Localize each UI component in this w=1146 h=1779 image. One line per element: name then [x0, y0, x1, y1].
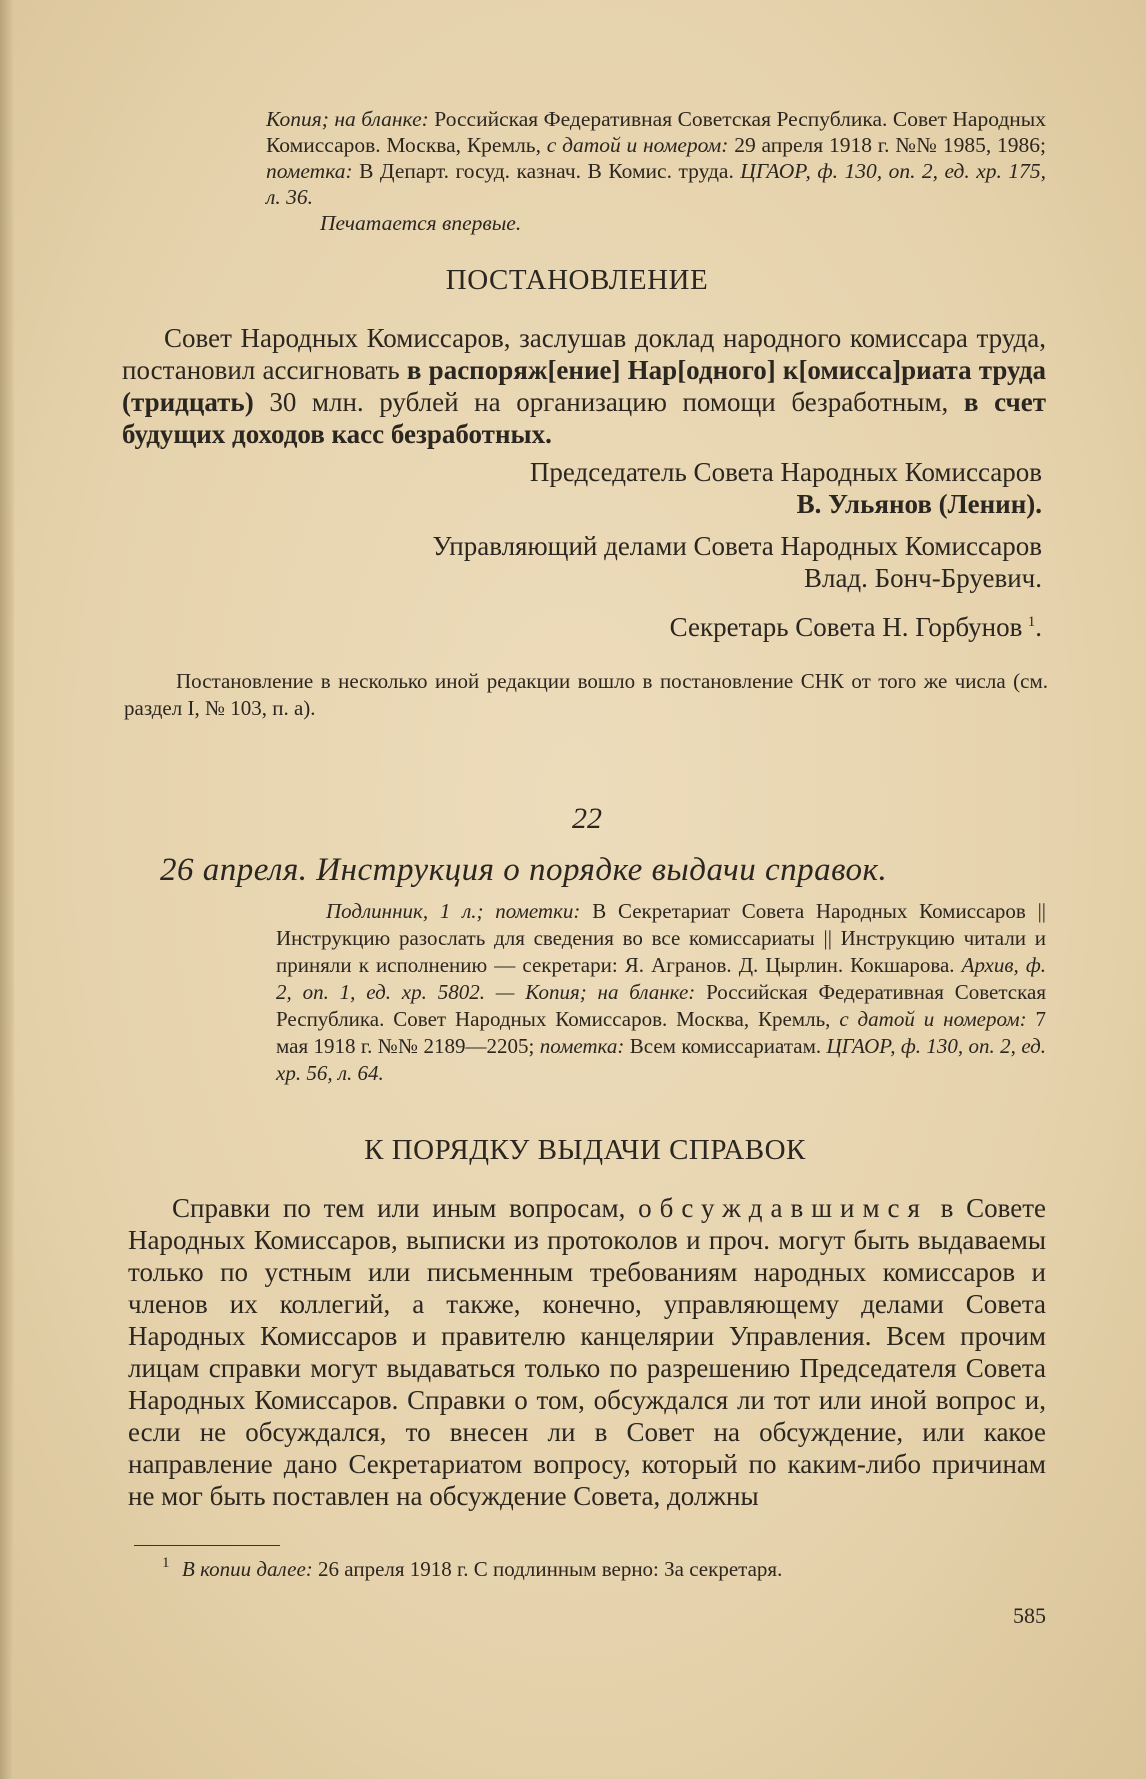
- decree-heading: ПОСТАНОВЛЕНИЕ: [445, 264, 709, 296]
- document-title: 26 апреля. Инструкция о порядке выдачи справок.: [160, 852, 888, 888]
- archive-note-text: Российская Федеративная Советская Республика. Совет Народных Комиссаров. Москва, Кремль,: [266, 107, 1046, 157]
- archive-note-italic: пометка:: [266, 159, 353, 183]
- footnote-text: 26 апреля 1918 г. С подлинным верно: За секретаря.: [312, 1557, 783, 1581]
- archive-note-italic: ЦГАОР, ф. 130, оп. 2, ед. хр. 175, л. 36.: [266, 159, 1046, 209]
- decree-text: 30 млн. рублей на организацию помощи безработным,: [253, 387, 964, 417]
- first-publication-note: Печатается впервые.: [320, 211, 522, 235]
- signature-secretary: [670, 606, 1042, 643]
- archive-note-text: Всем комиссариатам.: [624, 1034, 827, 1058]
- archive-note-italic: Подлинник, 1 л.; пометки:: [326, 899, 581, 923]
- signature-manager-title: Управляющий делами Совета Народных Комиссаров: [432, 531, 1042, 561]
- footnote-italic: В копии далее:: [182, 1557, 313, 1581]
- decree-editorial-text: Постановление в несколько иной редакции вошло в постановление СНК от того же числа (см. раздел I, № 103, п. а).: [124, 669, 1048, 720]
- secretary-name: Секретарь Совета Н. Горбунов: [669, 612, 1023, 642]
- document-number: 22: [572, 802, 602, 835]
- secretary-period: .: [1035, 612, 1042, 642]
- archive-note-text: 29 апреля 1918 г. №№ 1985, 1986;: [728, 133, 1046, 157]
- decree-bold-insert: в распоряж[ение] Нар[одного] к[омисса]риата труда (тридцать): [122, 355, 1047, 417]
- archive-note-italic: Архив, ф. 2, оп. 1, ед. хр. 5802. — Копия; на бланке:: [276, 953, 1046, 1004]
- archive-note-text: В Департ. госуд. казнач. В Комис. труда.: [352, 159, 741, 183]
- instruction-text: в Совете Народных Комиссаров, выписки из протоколов и проч. могут быть выдаваемы только по устным или письменным требованиям народных комиссаров и членов их коллегий, а также, конечно, управляющему делами Совета Народных Комиссаров и правителю канцелярии Управления. Всем прочим лицам справки могут выдаваться только по разрешению Председателя Совета Народных Комиссаров. Справки о том, обсуждался ли тот или иной вопрос и, если не обсуждался, то внесен ли в Совет на обсуждение, или какое направление дано Секретариатом вопросу, который по каким-либо причинам не мог быть поставлен на обсуждение Совета, должны: [128, 1193, 1046, 1511]
- footnote-reference: 1: [1027, 614, 1036, 630]
- archive-note-italic: с датой и номером:: [839, 1007, 1027, 1031]
- footnote-divider: [134, 1545, 280, 1546]
- archive-note-doc22: [276, 898, 1046, 1087]
- archive-note-text: Российская Федеративная Советская Республика. Совет Народных Комиссаров. Москва, Кремль,: [276, 980, 1046, 1031]
- archive-note-italic: ЦГАОР, ф. 130, оп. 2, ед. хр. 56, л. 64.: [276, 1034, 1046, 1085]
- decree-body: [122, 322, 1046, 450]
- archive-note-text: 7 мая 1918 г. №№ 2189—2205;: [276, 1007, 1046, 1058]
- instruction-text: Справки по тем или иным вопросам,: [172, 1193, 639, 1223]
- signature-manager-name: Влад. Бонч-Бруевич.: [803, 563, 1042, 593]
- page-number: 585: [1013, 1603, 1046, 1628]
- instruction-body: [128, 1192, 1046, 1512]
- decree-editorial-note: [124, 668, 1048, 722]
- footnote-mark: 1: [162, 1555, 170, 1571]
- footnote: [162, 1555, 783, 1582]
- instruction-heading: К ПОРЯДКУ ВЫДАЧИ СПРАВОК: [364, 1134, 806, 1166]
- instruction-spaced-word: обсуждавшимся: [638, 1193, 928, 1223]
- archive-note-italic: с датой и номером:: [546, 133, 729, 157]
- archive-note-doc21: [266, 106, 1046, 236]
- archive-note-italic: Копия; на бланке:: [266, 107, 429, 131]
- signature-chair-title: Председатель Совета Народных Комиссаров: [529, 457, 1042, 487]
- archive-note-italic: пометка:: [539, 1034, 625, 1058]
- decree-bold-insert: в счет будущих доходов касс безработных.: [122, 387, 1046, 449]
- decree-text: Совет Народных Комиссаров, заслушав доклад народного комиссара труда, постановил ассигновать: [122, 323, 1046, 385]
- archive-note-text: В Секретариат Совета Народных Комиссаров || Инструкцию разослать для сведения во все комиссариаты || Инструкцию читали и приняли к исполнению — секретари: Я. Агранов. Д. Цырлин. Кокшарова.: [276, 899, 1047, 977]
- signature-chair-name: В. Ульянов (Ленин).: [796, 489, 1042, 519]
